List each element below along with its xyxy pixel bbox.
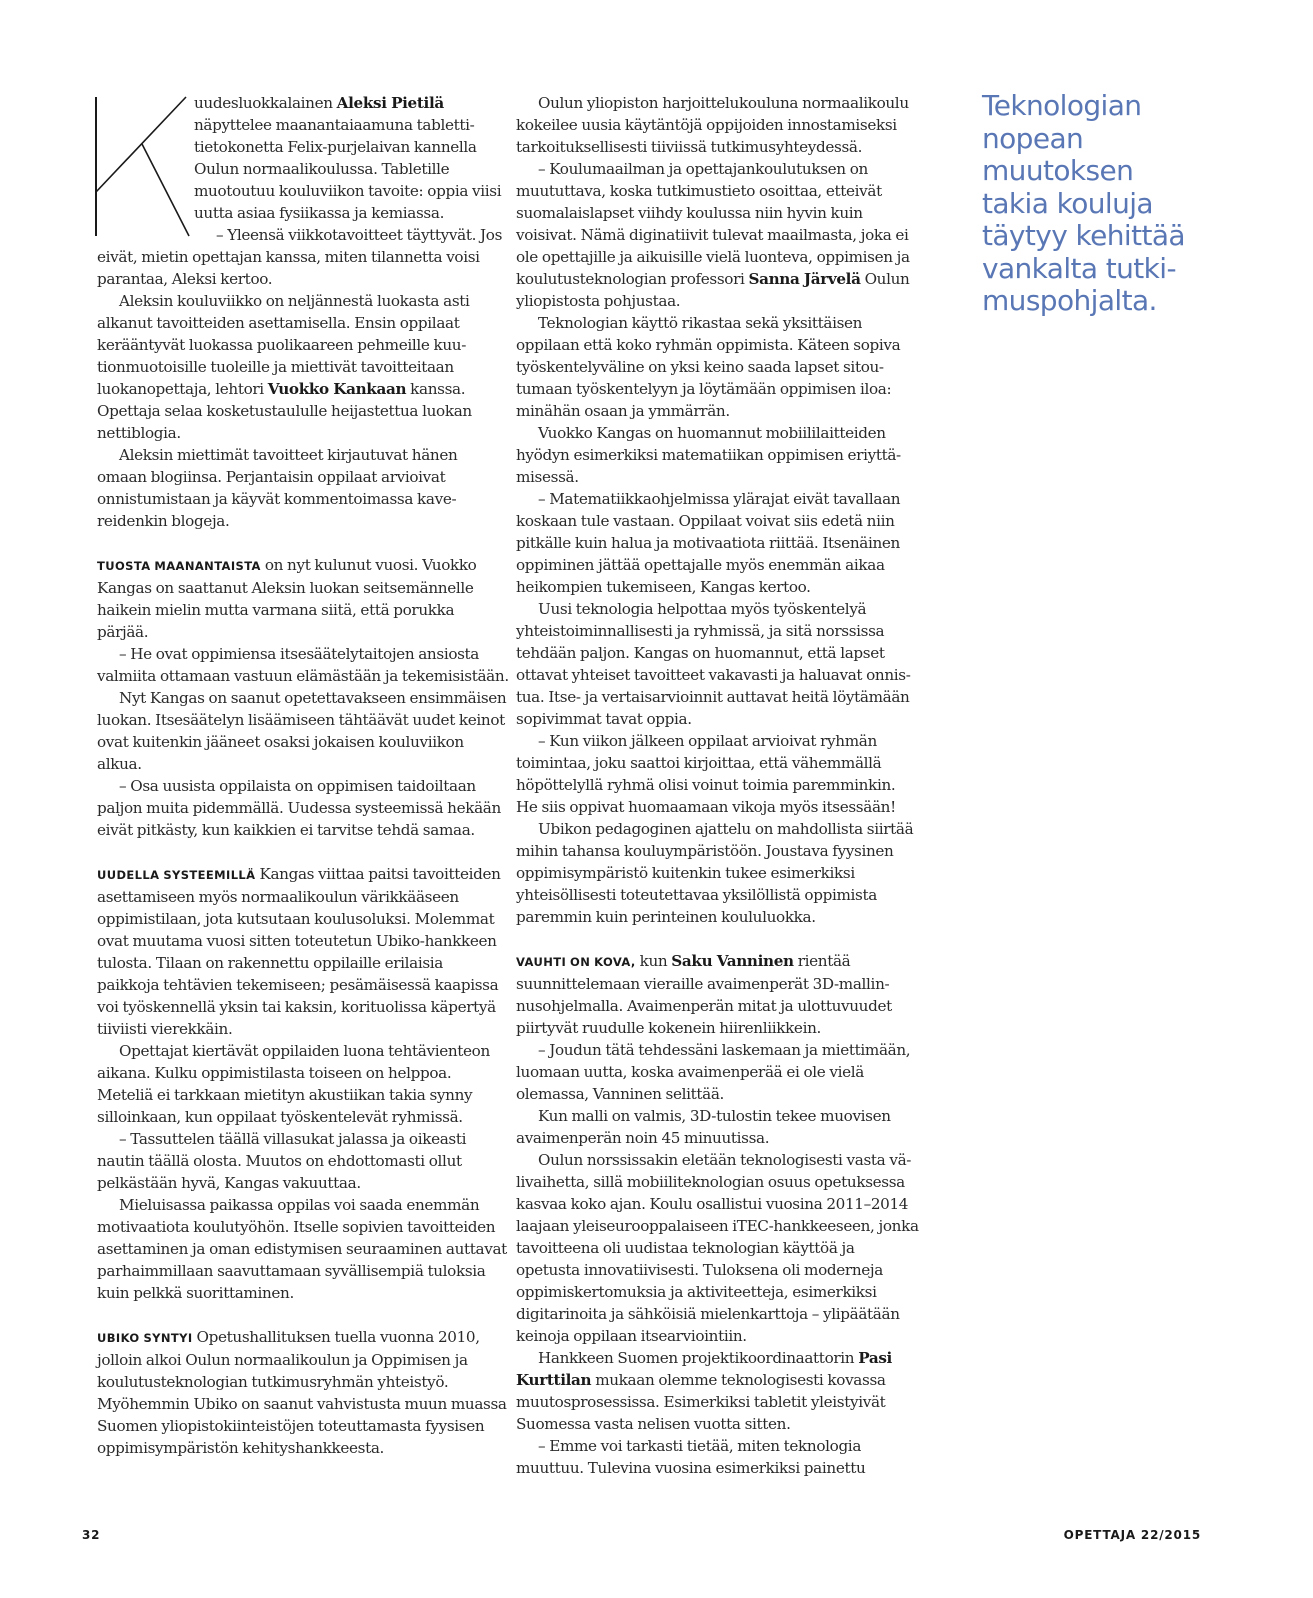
text-run: Uusi teknologia helpottaa myös työskentelyä yhteistoiminnallisesti ja ryhmissä, ja sitä norssissa tehdään paljon. Kangas on huomannut, että lapset ottavat yhteiset tavoitteet vakavasti ja haluavat onnistua. Itse- ja vertaisarvioinnit auttavat heitä löytämään sopivimmat tavat oppia. [516, 600, 911, 728]
text-run: mukaan olemme teknologisesti kovassa muutosprosessissa. Esimerkiksi tabletit yleistyivät Suomessa vasta nelisen vuotta sitten. [516, 1371, 886, 1433]
pull-quote-line: Teknologian [982, 89, 1142, 122]
text-run: Oulun norssissakin eletään teknologisesti vasta välivaihetta, sillä mobiiliteknologian osuus opetuksessa kasvaa koko ajan. Koulu osallistui vuosina 2011–2014 laajaan yleiseurooppalaiseen iTEC-hankkeeseen, jonka tavoitteena oli uudistaa teknologian käyttöä ja opetusta innovatiivisesti. Tuloksena oli moderneja oppimiskertomuksia ja aktiviteetteja, esimerkiksi digitarinoita ja sähköisiä mielenkarttoja – ylipäätään keinoja oppilaan itsearviointiin. [516, 1151, 919, 1345]
text-run: – He ovat oppimiensa itsesäätelytaitojen ansiosta valmiita ottamaan vastuun elämästään ja tekemisistään. [97, 645, 509, 685]
paragraph [97, 290, 509, 444]
person-name: Sanna Järvelä [748, 270, 861, 288]
text-run: Hankkeen Suomen projektikoordinaattorin [538, 1349, 859, 1367]
article-column-1 [97, 92, 509, 1459]
paragraph [97, 643, 509, 687]
text-run: – Kun viikon jälkeen oppilaat arvioivat ryhmän toimintaa, joku saattoi kirjoittaa, että vähemmällä höpöttelyllä ryhmä olisi voinut toimia paremminkin. He siis oppivat huomaamaan vikoja myös itsessään! [516, 732, 896, 816]
section-paragraph [516, 950, 920, 1039]
text-run: Nyt Kangas on saanut opetettavakseen ensimmäisen luokan. Itsesäätelyn lisäämiseen tähtäävät uudet keinot ovat kuitenkin jääneet osaksi jokaisen kouluviikon alkua. [97, 689, 507, 773]
paragraph [97, 444, 509, 532]
text-run: Kun malli on valmis, 3D-tulostin tekee muovisen avaimenperän noin 45 minuutissa. [516, 1107, 891, 1147]
text-run: uudesluokkalainen [194, 94, 337, 112]
text-run: Ubikon pedagoginen ajattelu on mahdollista siirtää mihin tahansa kouluympäristöön. Joustava fyysinen oppimisympäristö kuitenkin tukee esimerkiksi yhteisöllisesti toteutettavaa yksilöllistä oppimista paremmin kuin perinteinen koululuokka. [516, 820, 914, 926]
text-run: Mieluisassa paikassa oppilas voi saada enemmän motivaatiota koulutyöhön. Itselle sopivien tavoitteiden asettaminen ja oman edistymisen seuraaminen auttavat parhaimmillaan saavuttamaan syvällisempiä tuloksia kuin pelkkä suorittaminen. [97, 1196, 507, 1302]
paragraph [516, 598, 920, 730]
paragraph [97, 687, 509, 775]
pull-quote-line: muutoksen [982, 154, 1134, 187]
paragraph [516, 1039, 920, 1105]
person-name: Aleksi Pietilä [336, 94, 444, 112]
text-run: Oulun yliopistosta pohjustaa. [516, 270, 910, 310]
paragraph [516, 422, 920, 488]
text-run: – Koulumaailman ja opettajankoulutuksen on muututtava, koska tutkimustieto osoittaa, etteivät suomalaislapset viihdy koulussa niin hyvin kuin voisivat. Nämä diginatiivit tulevat maailmasta, joka ei ole opettajille ja aikuisille vielä luonteva, oppimisen ja koulutusteknologian professori [516, 160, 910, 288]
text-run: – Osa uusista oppilaista on oppimisen taidoiltaan paljon muita pidemmällä. Uudessa systeemissä hekään eivät pitkästy, kun kaikkien ei tarvitse tehdä samaa. [97, 777, 501, 839]
text-run: – Tassuttelen täällä villasukat jalassa ja oikeasti nautin täällä olosta. Muutos on ehdottomasti ollut pelkästään hyvä, Kangas vakuuttaa. [97, 1130, 467, 1192]
section-paragraph [97, 554, 509, 643]
paragraph [97, 775, 509, 841]
paragraph [516, 818, 920, 928]
text-run: Kangas viittaa paitsi tavoitteiden asettamiseen myös normaalikoulun värikkääseen oppimistilaan, jota kutsutaan koulusoluksi. Molemmat ovat muutama vuosi sitten toteutetun Ubiko-hankkeen tulosta. Tilaan on rakennettu oppilaille erilaisia paikkoja tehtävien tekemiseen; pesämäisessä kaapissa voi työskennellä yksin tai kaksin, korituolissa käpertyä tiiviisti vierekkäin. [97, 865, 501, 1038]
article-column-2 [516, 92, 920, 1479]
pull-quote-line: muspohjalta. [982, 284, 1157, 317]
text-run: Aleksin kouluviikko on neljännestä luokasta asti alkanut tavoitteiden asettamisella. Ensin oppilaat kerääntyvät luokassa puolikaareen pehmeille kuutionmuotoisille tuoleille ja miettivät tavoitteitaan luokanopettaja, lehtori [97, 292, 470, 398]
text-run: – Joudun tätä tehdessäni laskemaan ja miettimään, luomaan uutta, koska avaimenperää ei ole vielä olemassa, Vanninen selittää. [516, 1041, 911, 1103]
paragraph [516, 488, 920, 598]
page-number: 32 [82, 1528, 101, 1542]
pull-quote-line: vankalta tutki- [982, 251, 1176, 285]
paragraph [516, 158, 920, 312]
person-name: Vuokko Kankaan [267, 380, 407, 398]
text-run: Opetushallituksen tuella vuonna 2010, jolloin alkoi Oulun normaalikoulun ja Oppimisen ja koulutusteknologian tutkimusryhmän yhteistyö. Myöhemmin Ubiko on saanut vahvistusta muun muassa Suomen yliopistokiinteistöjen toteuttamasta fyysisen oppimisympäristön kehityshankkeesta. [97, 1328, 507, 1457]
pull-quote [982, 90, 1222, 318]
text-run: – Matematiikkaohjelmissa ylärajat eivät tavallaan koskaan tule vastaan. Oppilaat voivat siis edetä niin pitkälle kuin halua ja motivaatiota riittää. Itsenäinen oppiminen jättää opettajalle myös enemmän aikaa heikompien tukemiseen, Kangas kertoo. [516, 490, 901, 596]
text-run: kanssa. Opettaja selaa kosketustaululle heijastettua luokan nettiblogia. [97, 380, 472, 442]
paragraph [97, 1040, 509, 1128]
paragraph [97, 1194, 509, 1304]
paragraph [516, 1347, 920, 1435]
dropcap-k-icon [94, 92, 194, 239]
person-name: Saku Vanninen [671, 952, 794, 970]
paragraph [516, 730, 920, 818]
section-lead-in: UBIKO SYNTYI [97, 1331, 193, 1345]
text-run: kun [635, 952, 672, 970]
text-run: Opettajat kiertävät oppilaiden luona tehtävienteon aikana. Kulku oppimistilasta toiseen on helppoa. Meteliä ei tarkkaan mietityn akustiikan takia synny silloinkaan, kun oppilaat työskentelevät ryhmissä. [97, 1042, 490, 1126]
section-paragraph [97, 863, 509, 1040]
text-run: Teknologian käyttö rikastaa sekä yksittäisen oppilaan että koko ryhmän oppimista. Käteen sopiva työskentelyväline on yksi keino saada lapset sitoutumaan työskentelyyn ja löytämään oppimisen iloa: minähän osaan ja ymmärrän. [516, 314, 901, 420]
text-run: – Emme voi tarkasti tietää, miten teknologia muuttuu. Tulevina vuosina esimerkiksi painettu [516, 1437, 866, 1477]
text-run: – Yleensä viikkotavoitteet täyttyvät. Jos eivät, mietin opettajan kanssa, miten tilannetta voisi parantaa, Aleksi kertoo. [97, 226, 503, 288]
section-lead-in: TUOSTA MAANANTAISTA [97, 559, 261, 573]
text-run: näpyttelee maanantaiaamuna tablettitietokonetta Felix-purjelaivan kannella Oulun normaalikoulussa. Tabletille muotoutuu kouluviikon tavoite: oppia viisi uutta asiaa fysiikassa ja kemiassa. [194, 116, 502, 222]
paragraph [516, 1105, 920, 1149]
section-paragraph [97, 1326, 509, 1459]
text-run: Aleksin miettimät tavoitteet kirjautuvat hänen omaan blogiinsa. Perjantaisin oppilaat arvioivat onnistumistaan ja käyvät kommentoimassa kavereidenkin blogeja. [97, 446, 458, 530]
pull-quote-line: takia kouluja [982, 186, 1153, 220]
pull-quote-line: nopean [982, 121, 1084, 155]
text-run: rientää suunnittelemaan vieraille avaimenperät 3D-mallinnusohjelmalla. Avaimenperän mitat ja ulottuvuudet piirtyvät ruudulle kokenein hiirenliikkein. [516, 952, 892, 1037]
paragraph [516, 1149, 920, 1347]
publication-issue: OPETTAJA 22/2015 [1063, 1528, 1201, 1542]
dropcap-letter-k [94, 92, 194, 239]
pull-quote-line: täytyy kehittää [982, 219, 1185, 252]
person-name: Pasi Kurttilan [516, 1349, 892, 1389]
section-lead-in: VAUHTI ON KOVA, [516, 955, 636, 969]
paragraph [516, 1435, 920, 1479]
text-run: Vuokko Kangas on huomannut mobiililaitteiden hyödyn esimerkiksi matematiikan oppimisen eriyttämisessä. [516, 424, 902, 486]
text-run: Oulun yliopiston harjoittelukouluna normaalikoulu kokeilee uusia käytäntöjä oppijoiden innostamiseksi tarkoituksellisesti tiiviissä tutkimusyhteydessä. [516, 94, 909, 156]
section-lead-in: UUDELLA SYSTEEMILLÄ [97, 868, 256, 882]
paragraph [516, 92, 920, 158]
text-run: on nyt kulunut vuosi. Vuokko Kangas on saattanut Aleksin luokan seitsemännelle haikein mielin mutta varmana siitä, että porukka pärjää. [97, 556, 477, 641]
paragraph [97, 1128, 509, 1194]
paragraph [516, 312, 920, 422]
